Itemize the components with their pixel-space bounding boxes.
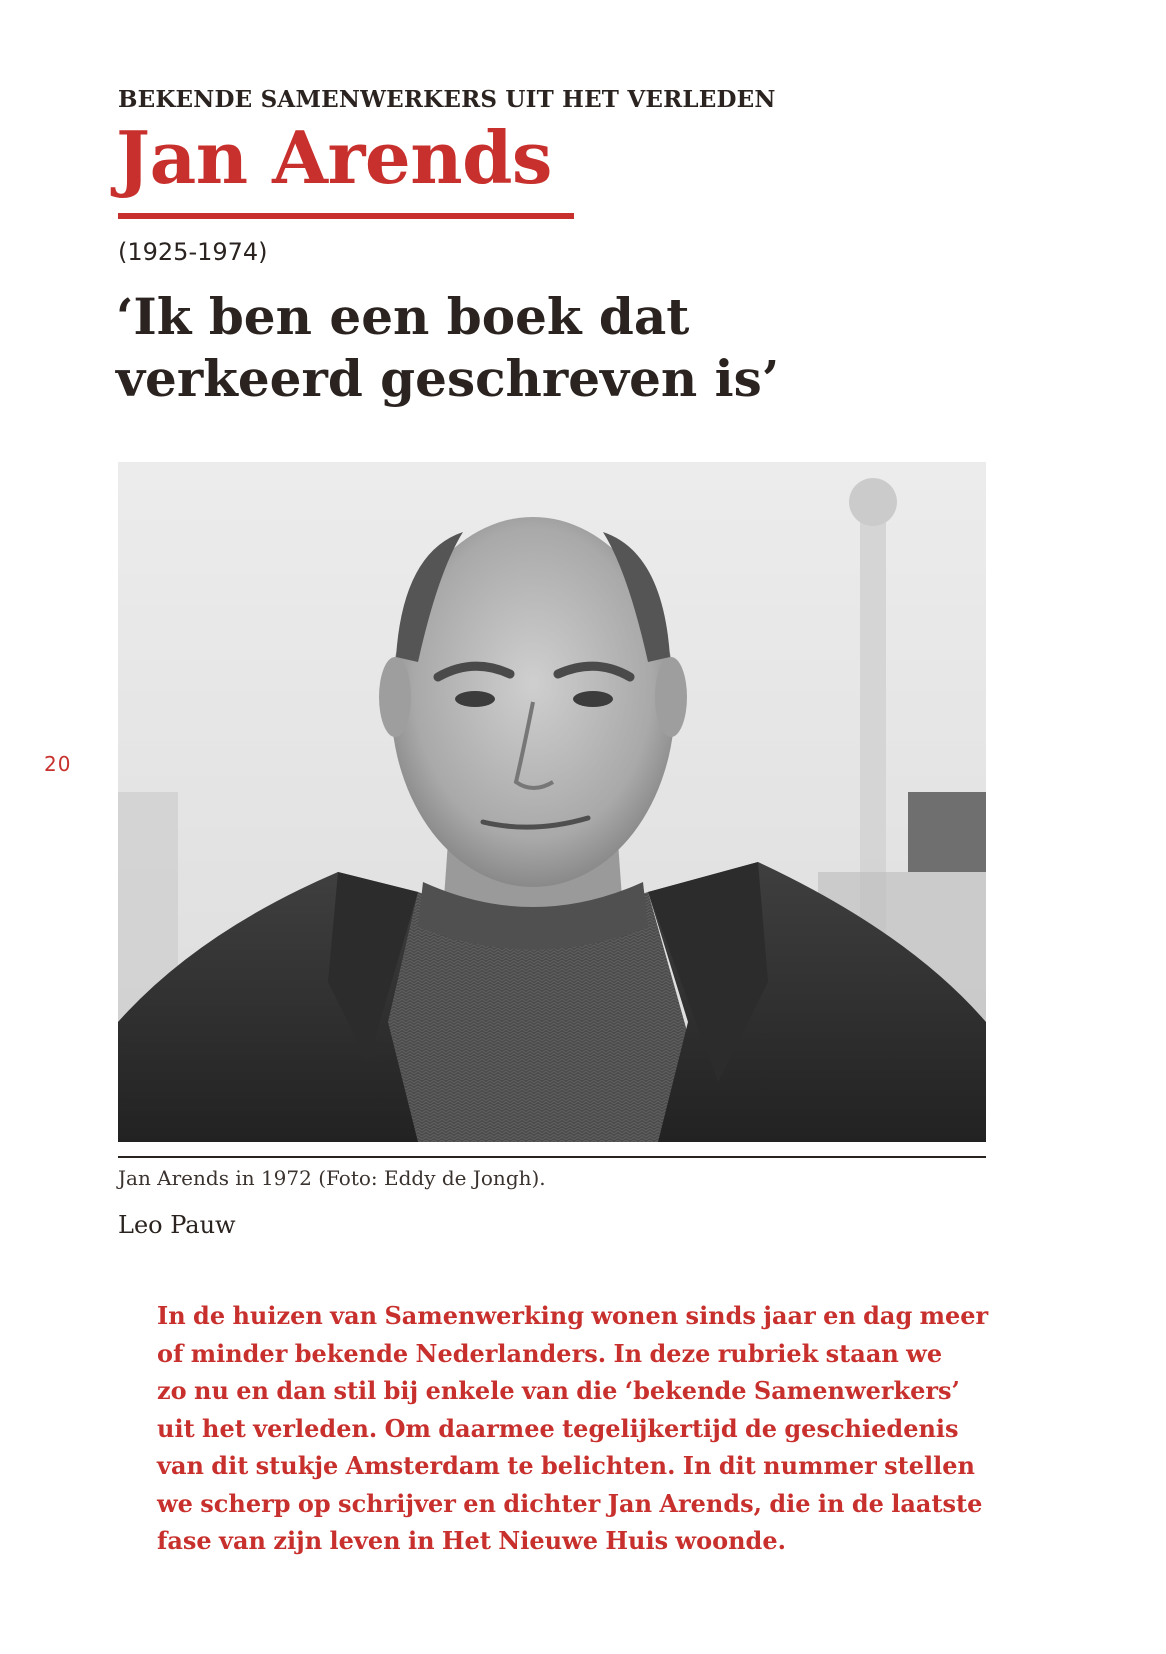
intro-line: fase van zijn leven in Het Nieuwe Huis woonde. [157, 1526, 786, 1555]
intro-line: uit het verleden. Om daarmee tegelijkertijd de geschiedenis [157, 1413, 959, 1443]
intro-line: of minder bekende Nederlanders. In deze rubriek staan we [157, 1338, 943, 1368]
intro-line: van dit stukje Amsterdam te belichten. In dit nummer stellen [157, 1451, 975, 1480]
caption-divider [118, 1156, 986, 1158]
intro-line: zo nu en dan stil bij enkele van die ‘bekende Samenwerkers’ [157, 1376, 960, 1405]
life-years: (1925-1974) [118, 238, 268, 266]
headline-quote [116, 286, 936, 410]
intro-paragraph [157, 1297, 997, 1560]
section-kicker: BEKENDE SAMENWERKERS UIT HET VERLEDEN [118, 86, 776, 113]
title-underline [118, 213, 574, 219]
intro-line: In de huizen van Samenwerking wonen sinds jaar en dag meer [157, 1301, 989, 1330]
portrait-photo [118, 462, 986, 1142]
intro-line: we scherp op schrijver en dichter Jan Arends, die in de laatste [157, 1488, 983, 1518]
photo-caption: Jan Arends in 1972 (Foto: Eddy de Jongh). [118, 1166, 546, 1190]
page-number: 20 [44, 752, 72, 776]
article-title: Jan Arends [116, 115, 552, 200]
author-byline: Leo Pauw [118, 1211, 236, 1239]
headline-line-1: ‘Ik ben een boek dat [116, 287, 690, 346]
headline-line-2: verkeerd geschreven is’ [116, 349, 780, 408]
